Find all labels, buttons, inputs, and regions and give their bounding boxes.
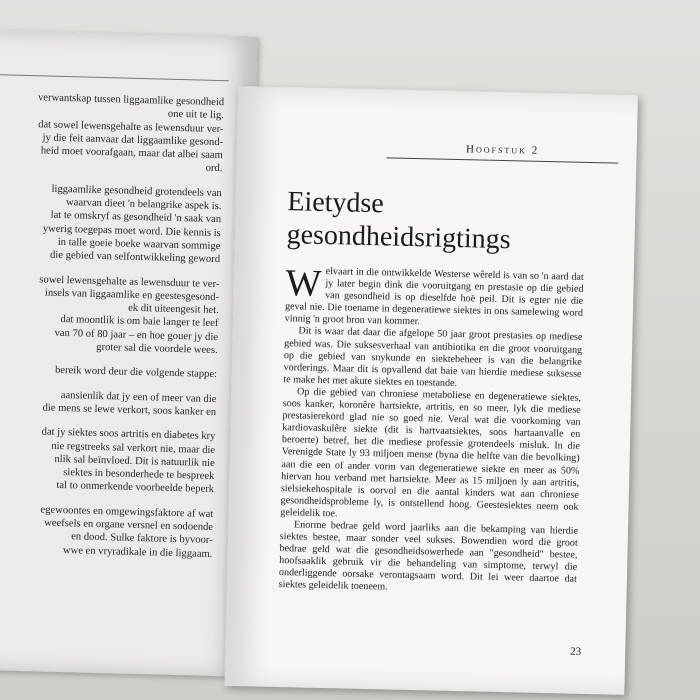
left-page-text: [0, 90, 224, 561]
left-page-line: waarvan dieet 'n belangrike aspek is.: [65, 197, 222, 213]
left-page-line: sowel lewensgehalte as lewensduur te ver-: [39, 273, 220, 290]
left-page-line: one uit te lig.: [167, 108, 224, 122]
left-page-line: in talle goeie boeke waarvan sommige: [57, 236, 221, 253]
left-page-line: ord.: [205, 163, 223, 175]
paragraph-2: Dit is waar dat daar die afgelope 50 jaar groot prestasies op mediese gebied was. Die suksesverhaal van antibiotika en die groot vooruitgang op die gebied van snykunde en siektebeheer is van die belangrike vorderings. Maar dit is opvallend dat baie van hierdie mediese suksesse te make het met akute siektes en toestande.: [283, 325, 583, 389]
left-page-line: nie regstreeks sal verkort nie, maar die: [51, 440, 216, 456]
chapter-label: Hoofstuk 2: [465, 143, 540, 157]
left-page-line: nlik sal beïnvloed. Dit is natuurlik nie: [54, 453, 215, 469]
left-page-line: groter sal die voordele wees.: [96, 341, 218, 357]
paragraph-1-text: elvaart in die ontwikkelde Westerse wêreld is van so 'n aard dat jy later begin dink die vooruitgang en prestasie op die gebied van gesondheid is op dieselfde hoë peil. Dit is egter nie die geval nie. Die toename in degeneratiewe siektes in ons samelewing word vinnig 'n groot bron van kommer.: [284, 266, 584, 328]
left-page-line: die gebied van selfontwikkeling geword: [49, 249, 221, 266]
left-page: [0, 30, 258, 677]
left-page-line: van 70 of 80 jaar – en hoe gouer jy die: [54, 327, 219, 343]
drop-cap: W: [285, 262, 322, 305]
left-page-rule: [0, 74, 229, 81]
chapter-title-line-1: Eietydse: [287, 186, 385, 220]
left-page-line: bereik word deur die volgende stappe:: [54, 365, 218, 381]
left-page-line: heid moet voorafgaan, maar dat albei saam: [40, 145, 223, 162]
left-page-line: jy die feit aanvaar dat liggaamlike gesond-: [42, 132, 224, 149]
left-page-line: wwe en vryradikale in die liggaam.: [62, 544, 213, 560]
left-page-line: liggaamlike gesondheid grotendeels van: [51, 183, 222, 199]
page-number: 23: [570, 645, 582, 658]
left-page-line: tal to onmerkende voorbeelde beperk: [56, 480, 215, 496]
left-page-line: ek dit uiteengesit het.: [127, 302, 219, 317]
paragraph-4: Enorme bedrae geld word jaarliks aan die bekamping van hierdie siektes bestee, maar sonder veel sukses. Bowendien word die groot bedrae geld wat die gesondheidsowerhede aan "gesondheid" bestee, hoofsaaklik gebruik vir die behandeling van simptome, terwyl die onderliggende oorsake verontagsaam word. Dit lei weer daartoe dat siektes geleidelik toeneem.: [278, 519, 579, 593]
left-page-line: dat moontlik is om baie langer te leef: [60, 314, 219, 330]
right-page: [224, 86, 638, 695]
left-page-line: lat te omskryf as gesondheid 'n saak van: [50, 210, 222, 226]
left-page-line: dat jy siektes soos artritis en diabetes kry: [41, 426, 216, 443]
left-page-line: egewoontes en omgewingsfaktore af wat: [40, 504, 214, 520]
body-text: [278, 262, 584, 598]
chapter-rule: [386, 157, 618, 163]
left-page-line: siektes in besonderhede te bespreek: [63, 467, 215, 483]
chapter-title-line-2: gesondheidsrigtings: [286, 219, 511, 256]
paragraph-3: Op die gebied van chroniese metaboliese en degeneratiewe siektes, soos kanker, koronêre hartsiekte, artritis, en so meer, lyk die mediese prestasierekord glad nie so goed nie. Veral wat die voorkoming van kardiovaskulêre siekte (dit is hartvaatsiektes, soos hartaanvalle en beroerte) betref, het die mediese professie grotendeels misluk. In die Verenigde State ly 93 miljoen mense (byna die helfte van die bevolking) aan die een of ander vorm van degeneratiewe siekte en meer as 50% hiervan hou verband met hartsiekte. Meer as 15 miljoen ly aan artritis, sielsiekehospitale is oorvol en die aantal kinders wat aan chroniese gesondheidsprobleme ly, is ontstellend hoog. Geestesiektes neem ook geleidelik toe.: [280, 386, 582, 520]
chapter-title: [286, 185, 607, 258]
left-page-line: ywerig toegepas moet word. Die kennis is: [42, 223, 221, 239]
left-page-line: insels van liggaamlike en geestesgesond-: [44, 287, 220, 303]
left-page-line: die mens se lewe verkort, soos kanker en: [42, 402, 217, 418]
left-page-line: aansienlik dat jy een of meer van die: [60, 389, 217, 405]
left-page-line: verwantskap tussen liggaamlike gesondheid: [37, 92, 225, 109]
left-page-line: weefsels en organe versnel en sodoende: [44, 517, 214, 534]
paragraph-1: [284, 262, 584, 332]
left-page-line: en dood. Sulke faktore is byvoor-: [70, 531, 213, 547]
left-page-line: dat sowel lewensgehalte as lewensduur ver-: [37, 118, 224, 135]
